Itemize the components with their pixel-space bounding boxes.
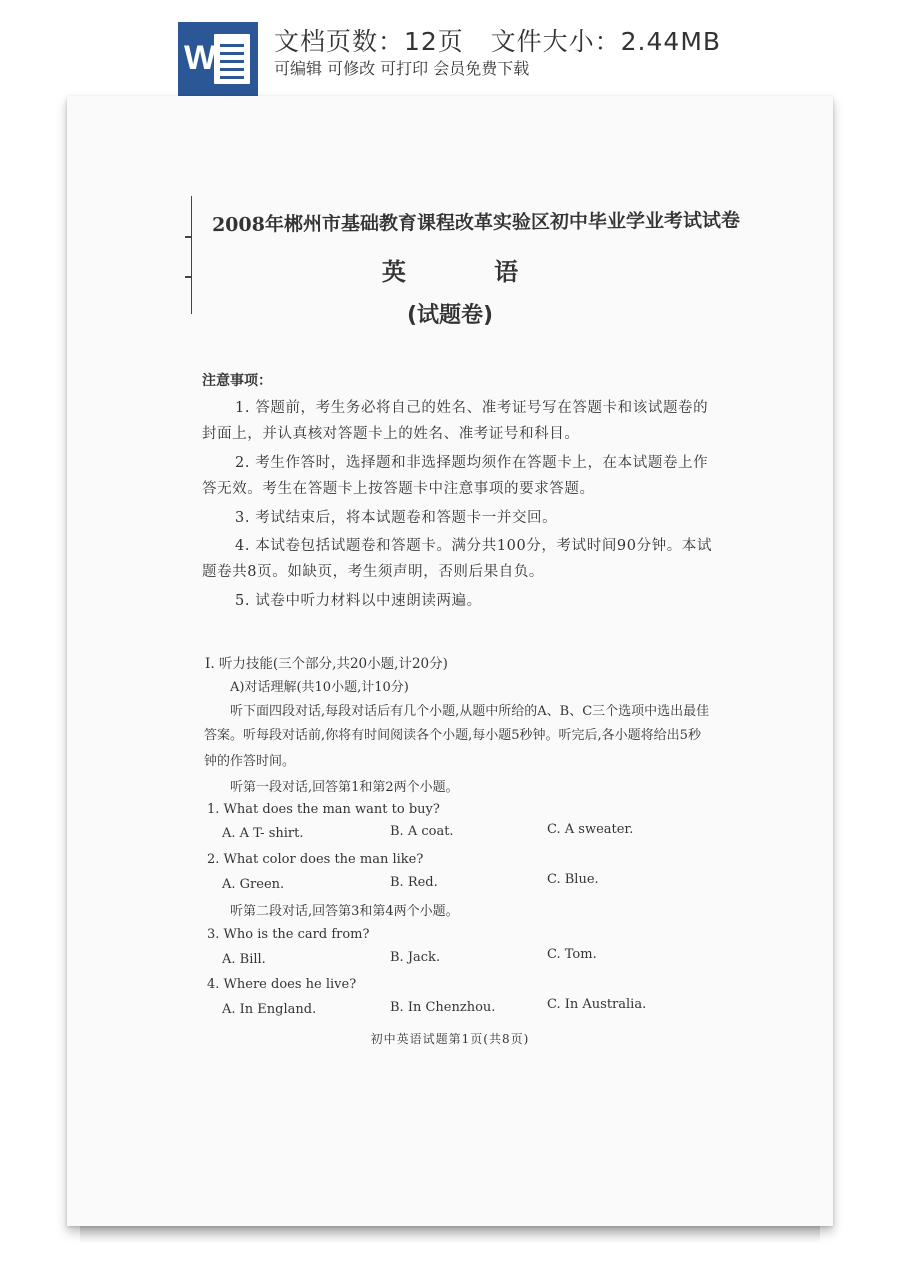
paper-kind: (试题卷) [406,303,494,328]
instruction-line: 钟的作答时间。 [204,754,296,769]
download-banner [0,0,900,96]
notice-line: 5. 试卷中听力材料以中速朗读两遍。 [235,593,482,609]
option-b: B. Red. [390,875,438,890]
notice-line: 3. 考试结束后，将本试题卷和答题卡一并交回。 [235,510,558,526]
notice-line: 1. 答题前，考生务必将自己的姓名、准考证号写在答题卡和该试题卷的 [235,400,709,416]
file-info-subtitle: 可编辑 可修改 可打印 会员免费下载 [274,59,530,78]
question: 3. Who is the card from? [207,927,370,942]
notice-line: 答无效。考生在答题卡上按答题卡中注意事项的要求答题。 [202,481,595,497]
subject-heading: 英 语 [381,258,559,286]
word-letter: W [184,39,217,77]
notice-line: 4. 本试卷包括试题卷和答题卡。满分共100分，考试时间90分钟。本试 [235,538,713,554]
option-b: B. In Chenzhou. [390,1000,496,1015]
question: 4. Where does he live? [207,977,357,992]
dialogue-instruction: 听第二段对话,回答第3和第4两个小题。 [230,904,459,919]
file-info-title: 文档页数：12页 文件大小：2.44MB [274,27,722,56]
option-c: C. In Australia. [547,997,647,1012]
option-b: B. A coat. [390,824,454,839]
page-footer: 初中英语试题第1页(共8页) [370,1032,530,1046]
section-heading: Ⅰ. 听力技能(三个部分,共20小题,计20分) [205,656,448,672]
option-c: C. Blue. [547,872,599,887]
option-c: C. A sweater. [547,822,634,837]
option-a: A. Bill. [222,952,266,967]
notice-line: 题卷共8页。如缺页，考生须声明，否则后果自负。 [202,564,545,580]
dialogue-instruction: 听第一段对话,回答第1和第2两个小题。 [230,780,459,795]
option-a: A. A T- shirt. [222,826,304,841]
option-b: B. Jack. [390,950,441,965]
notice-line: 2. 考生作答时，选择题和非选择题均须作在答题卡上，在本试题卷上作 [235,455,709,471]
option-a: A. In England. [222,1002,317,1017]
document-page [67,96,833,1226]
option-c: C. Tom. [547,947,597,962]
exam-title: 2008年郴州市基础教育课程改革实验区初中毕业学业考试试卷 [211,209,740,237]
instruction-line: 听下面四段对话,每段对话后有几个小题,从题中所给的A、B、C三个选项中选出最佳 [230,704,710,719]
notice-line: 封面上，并认真核对答题卡上的姓名、准考证号和科目。 [202,426,580,442]
page-shadow [80,1226,820,1244]
option-a: A. Green. [222,877,285,892]
notice-heading: 注意事项： [202,373,272,389]
question: 2. What color does the man like? [207,852,424,867]
word-document-icon [178,22,258,96]
question: 1. What does the man want to buy? [207,802,440,817]
part-a-heading: A)对话理解(共10小题,计10分) [230,680,409,695]
instruction-line: 答案。听每段对话前,你将有时间阅读各个小题,每小题5秒钟。听完后,各小题将给出5秒 [204,728,701,743]
